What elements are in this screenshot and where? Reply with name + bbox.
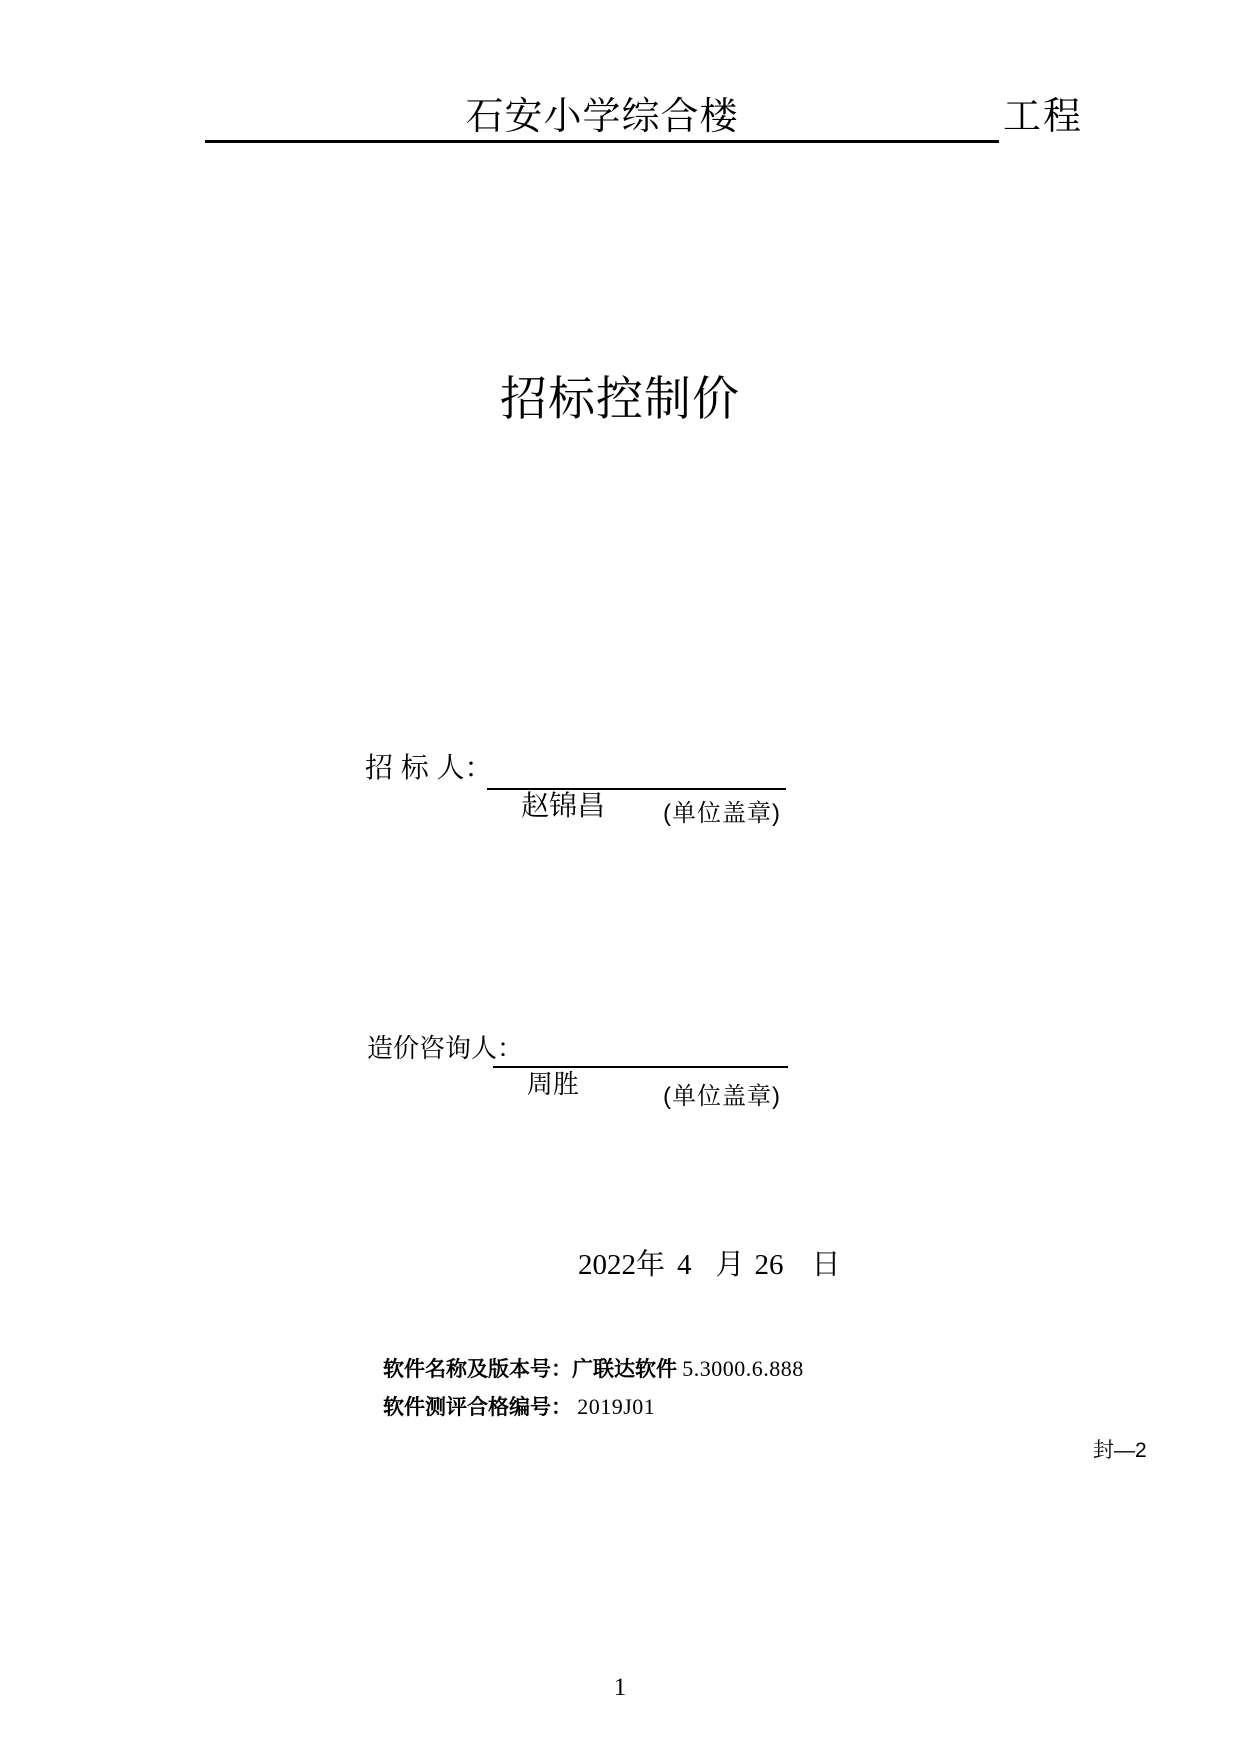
main-title: 招标控制价: [500, 372, 740, 425]
bidder-stamp-note: (单位盖章): [663, 800, 781, 827]
bidder-name: 赵锦昌: [521, 790, 606, 821]
consultant-name: 周胜: [526, 1069, 579, 1099]
date-day: 26: [754, 1249, 784, 1281]
bidder-label: 招 标 人：: [365, 752, 493, 783]
consultant-label: 造价咨询人：: [367, 1033, 524, 1063]
software-info: [383, 1350, 804, 1426]
date-line: [578, 1250, 841, 1282]
header-type-suffix: 工程: [1003, 96, 1084, 138]
software-name-value: 5.3000.6.888: [682, 1356, 804, 1381]
form-code: 封—2: [1093, 1439, 1147, 1462]
software-cert-value: 2019J01: [577, 1394, 656, 1419]
date-year-unit: 年: [636, 1249, 666, 1281]
page-number: 1: [613, 1674, 627, 1701]
software-name-label: 软件名称及版本号：广联达软件: [383, 1358, 677, 1381]
header-project-name-underline: [205, 94, 999, 143]
date-month: 4: [677, 1249, 692, 1281]
software-cert-label: 软件测评合格编号：: [383, 1396, 572, 1419]
software-cert-line: [383, 1388, 804, 1426]
software-name-line: [383, 1350, 804, 1388]
date-month-unit: 月: [715, 1249, 745, 1281]
date-day-unit: 日: [811, 1249, 841, 1281]
date-year: 2022: [578, 1249, 636, 1281]
consultant-stamp-note: (单位盖章): [663, 1083, 781, 1110]
header-project-name: 石安小学综合楼: [465, 96, 739, 138]
